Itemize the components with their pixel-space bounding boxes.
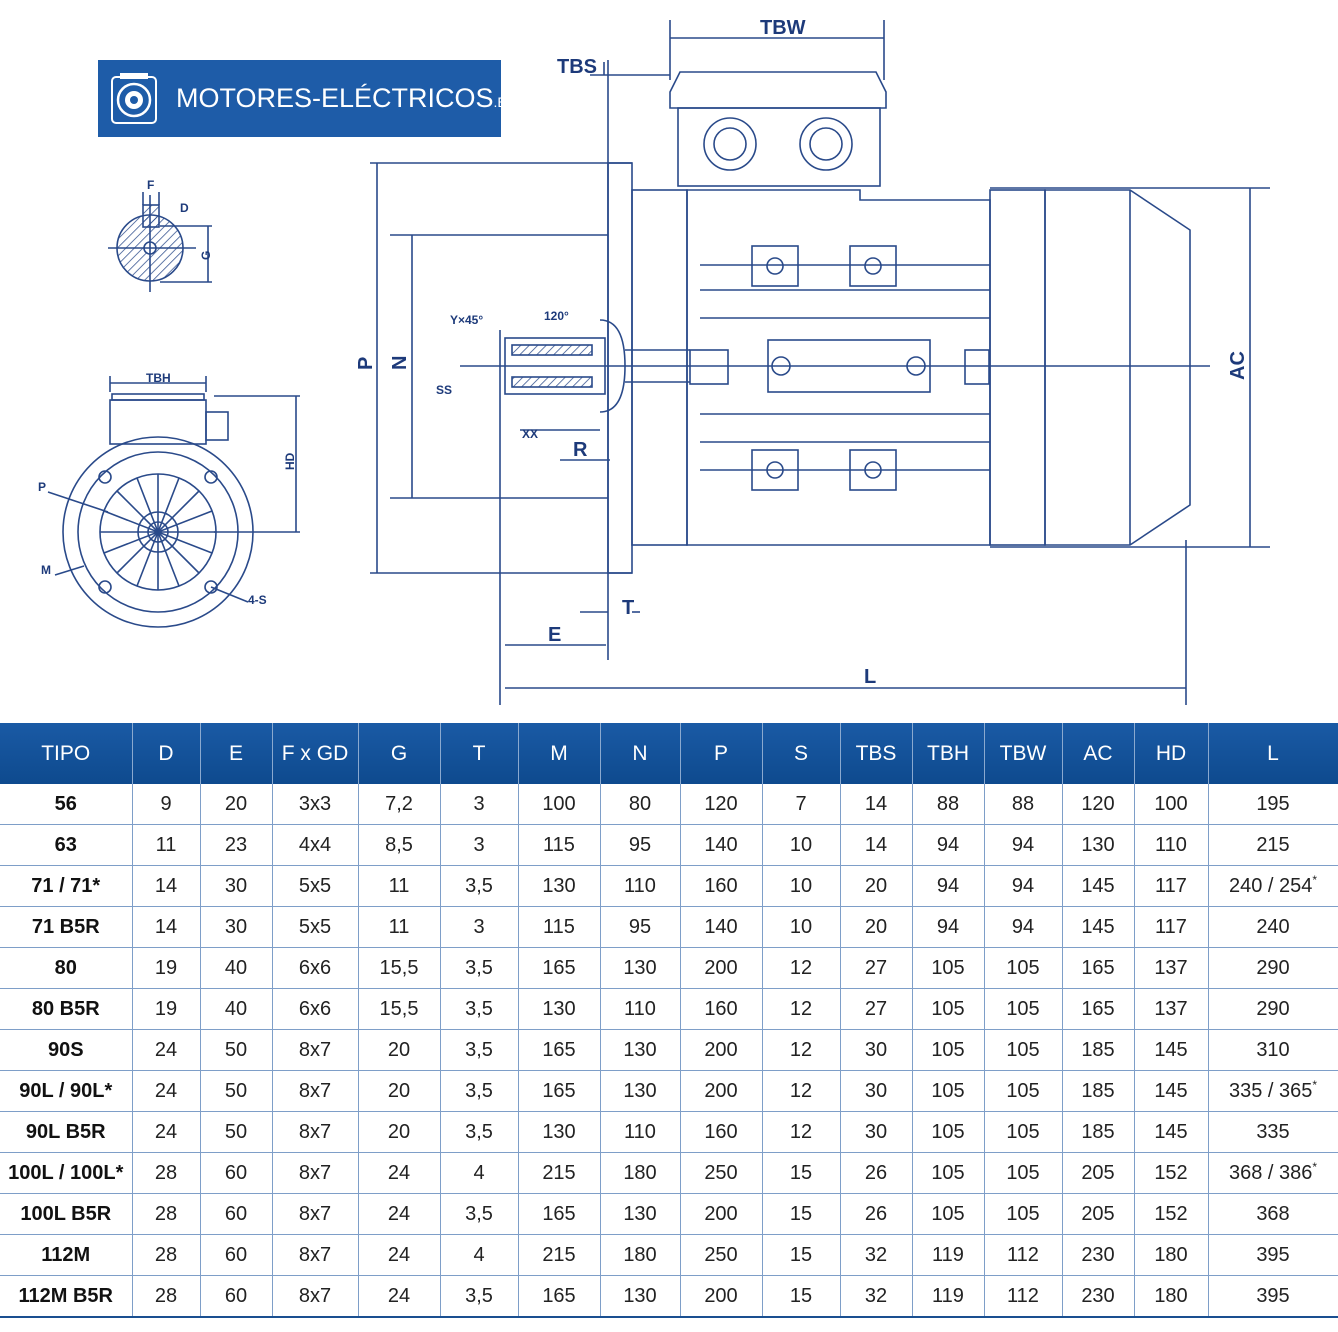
column-header: TIPO [0, 723, 132, 784]
table-cell: 250 [680, 1153, 762, 1194]
table-cell: 3,5 [440, 866, 518, 907]
table-header-row [0, 723, 1338, 784]
label-ss: SS [436, 383, 453, 397]
table-cell: 15 [762, 1235, 840, 1276]
table-cell: 27 [840, 948, 912, 989]
table-row [0, 825, 1338, 866]
table-row [0, 907, 1338, 948]
table-cell: 60 [200, 1276, 272, 1318]
table-cell: 12 [762, 989, 840, 1030]
table-cell: 24 [132, 1030, 200, 1071]
table-row [0, 1071, 1338, 1112]
table-cell: 8x7 [272, 1112, 358, 1153]
table-row [0, 1153, 1338, 1194]
table-cell: 165 [518, 1276, 600, 1318]
table-row [0, 1194, 1338, 1235]
table-cell: 145 [1062, 866, 1134, 907]
table-cell: 94 [984, 825, 1062, 866]
table-cell: 180 [1134, 1276, 1208, 1318]
column-header: L [1208, 723, 1338, 784]
table-cell: 50 [200, 1112, 272, 1153]
label-l: L [864, 666, 877, 688]
table-row [0, 1112, 1338, 1153]
label-p: P [355, 356, 377, 370]
table-cell: 160 [680, 866, 762, 907]
column-header: TBS [840, 723, 912, 784]
table-cell: 50 [200, 1030, 272, 1071]
column-header: S [762, 723, 840, 784]
cell-tipo: 100L / 100L* [0, 1153, 132, 1194]
column-header: AC [1062, 723, 1134, 784]
table-row [0, 948, 1338, 989]
column-header: P [680, 723, 762, 784]
label-g: G [199, 250, 213, 260]
table-cell: 145 [1134, 1112, 1208, 1153]
table-cell: 28 [132, 1235, 200, 1276]
table-cell: 200 [680, 1071, 762, 1112]
table-cell: 94 [984, 866, 1062, 907]
table-cell: 8x7 [272, 1276, 358, 1318]
label-hd: HD [283, 452, 297, 470]
table-cell: 110 [600, 989, 680, 1030]
table-cell: 130 [600, 948, 680, 989]
table-cell: 30 [840, 1071, 912, 1112]
label-tbw: TBW [760, 17, 806, 39]
table-cell: 115 [518, 825, 600, 866]
table-cell: 24 [358, 1276, 440, 1318]
dimensions-table [0, 723, 1338, 1318]
table-cell: 105 [912, 1071, 984, 1112]
table-cell: 3 [440, 825, 518, 866]
brand-logo [98, 60, 517, 137]
table-cell: 20 [358, 1030, 440, 1071]
table-cell: 26 [840, 1194, 912, 1235]
column-header: D [132, 723, 200, 784]
label-xx: XX [522, 427, 539, 441]
table-cell: 117 [1134, 907, 1208, 948]
cell-tipo: 71 B5R [0, 907, 132, 948]
table-cell: 105 [912, 948, 984, 989]
table-cell: 3 [440, 907, 518, 948]
table-cell: 205 [1062, 1194, 1134, 1235]
table-cell: 105 [912, 1153, 984, 1194]
table-cell: 105 [912, 1030, 984, 1071]
table-cell: 105 [984, 948, 1062, 989]
table-cell: 100 [1134, 784, 1208, 825]
table-cell: 105 [984, 1194, 1062, 1235]
table-cell: 8x7 [272, 1153, 358, 1194]
table-cell: 112 [984, 1276, 1062, 1318]
column-header: TBW [984, 723, 1062, 784]
table-cell: 94 [984, 907, 1062, 948]
table-cell: 40 [200, 948, 272, 989]
table-cell: 105 [984, 1030, 1062, 1071]
table-cell: 140 [680, 907, 762, 948]
table-cell: 180 [600, 1153, 680, 1194]
table-cell: 50 [200, 1071, 272, 1112]
table-cell: 100 [518, 784, 600, 825]
column-header: E [200, 723, 272, 784]
table-cell: 15,5 [358, 989, 440, 1030]
table-cell: 105 [912, 1112, 984, 1153]
table-cell: 15 [762, 1276, 840, 1318]
table-cell: 117 [1134, 866, 1208, 907]
label-m: M [41, 563, 51, 577]
table-cell: 3,5 [440, 1276, 518, 1318]
side-view [370, 20, 1270, 705]
table-cell: 310 [1208, 1030, 1338, 1071]
table-cell: 88 [912, 784, 984, 825]
table-cell: 105 [984, 1153, 1062, 1194]
table-cell: 290 [1208, 948, 1338, 989]
table-cell: 120 [1062, 784, 1134, 825]
table-cell: 185 [1062, 1071, 1134, 1112]
table-row [0, 989, 1338, 1030]
table-cell: 8,5 [358, 825, 440, 866]
label-r: R [573, 439, 588, 461]
table-cell: 26 [840, 1153, 912, 1194]
table-cell: 19 [132, 948, 200, 989]
table-cell: 250 [680, 1235, 762, 1276]
motor-logo-icon [104, 69, 164, 129]
table-cell: 6x6 [272, 948, 358, 989]
label-tbs: TBS [557, 56, 597, 78]
table-cell: 24 [358, 1235, 440, 1276]
table-cell: 23 [200, 825, 272, 866]
table-row [0, 1276, 1338, 1318]
table-cell: 30 [200, 866, 272, 907]
table-cell: 15,5 [358, 948, 440, 989]
table-cell: 230 [1062, 1235, 1134, 1276]
table-cell: 28 [132, 1153, 200, 1194]
table-cell: 8x7 [272, 1194, 358, 1235]
table-cell: 180 [1134, 1235, 1208, 1276]
column-header: M [518, 723, 600, 784]
table-cell: 60 [200, 1235, 272, 1276]
table-cell: 110 [600, 1112, 680, 1153]
table-cell: 95 [600, 825, 680, 866]
table-cell: 14 [840, 825, 912, 866]
table-cell: 3,5 [440, 1071, 518, 1112]
label-y45: Y×45° [450, 313, 484, 327]
table-cell: 130 [600, 1030, 680, 1071]
brand-name [176, 83, 516, 114]
cell-tipo: 63 [0, 825, 132, 866]
column-header: TBH [912, 723, 984, 784]
table-cell: 160 [680, 1112, 762, 1153]
table-cell: 12 [762, 1030, 840, 1071]
table-cell: 19 [132, 989, 200, 1030]
table-row [0, 1235, 1338, 1276]
table-cell: 60 [200, 1194, 272, 1235]
table-cell: 27 [840, 989, 912, 1030]
column-header: N [600, 723, 680, 784]
table-cell: 230 [1062, 1276, 1134, 1318]
table-cell: 160 [680, 989, 762, 1030]
table-cell: 215 [518, 1153, 600, 1194]
table-cell: 165 [518, 1194, 600, 1235]
table-cell: 165 [518, 1071, 600, 1112]
cell-tipo: 100L B5R [0, 1194, 132, 1235]
table-cell: 130 [518, 1112, 600, 1153]
table-cell: 20 [840, 907, 912, 948]
table-cell: 11 [358, 866, 440, 907]
table-cell: 28 [132, 1276, 200, 1318]
column-header: F x GD [272, 723, 358, 784]
table-cell: 130 [600, 1276, 680, 1318]
table-cell: 94 [912, 825, 984, 866]
table-row [0, 866, 1338, 907]
table-cell: 105 [984, 1071, 1062, 1112]
brand-name-suffix: .ES [493, 94, 517, 110]
table-cell: 3 [440, 784, 518, 825]
cell-tipo: 90L / 90L* [0, 1071, 132, 1112]
table-cell: 30 [840, 1030, 912, 1071]
table-cell: 95 [600, 907, 680, 948]
table-cell: 395 [1208, 1235, 1338, 1276]
table-cell: 368 / 386* [1208, 1153, 1338, 1194]
table-cell: 105 [912, 989, 984, 1030]
cell-tipo: 90S [0, 1030, 132, 1071]
table-cell: 335 [1208, 1112, 1338, 1153]
table-cell: 10 [762, 825, 840, 866]
table-cell: 130 [600, 1194, 680, 1235]
table-cell: 24 [132, 1071, 200, 1112]
table-cell: 3,5 [440, 1112, 518, 1153]
table-cell: 14 [840, 784, 912, 825]
table-cell: 10 [762, 907, 840, 948]
table-cell: 395 [1208, 1276, 1338, 1318]
table-cell: 119 [912, 1276, 984, 1318]
table-cell: 5x5 [272, 866, 358, 907]
label-4s: 4-S [248, 593, 267, 607]
cell-tipo: 80 [0, 948, 132, 989]
table-cell: 130 [600, 1071, 680, 1112]
table-row [0, 1030, 1338, 1071]
table-cell: 145 [1134, 1071, 1208, 1112]
table-cell: 12 [762, 948, 840, 989]
table-cell: 11 [358, 907, 440, 948]
table-cell: 20 [358, 1112, 440, 1153]
table-cell: 94 [912, 907, 984, 948]
table-cell: 12 [762, 1112, 840, 1153]
table-cell: 240 [1208, 907, 1338, 948]
label-d: D [180, 201, 189, 215]
label-tbh: TBH [146, 371, 171, 385]
table-cell: 130 [1062, 825, 1134, 866]
table-cell: 165 [1062, 989, 1134, 1030]
table-body [0, 784, 1338, 1317]
table-cell: 9 [132, 784, 200, 825]
table-cell: 215 [1208, 825, 1338, 866]
table-cell: 180 [600, 1235, 680, 1276]
table-cell: 15 [762, 1194, 840, 1235]
table-cell: 145 [1134, 1030, 1208, 1071]
table-cell: 4x4 [272, 825, 358, 866]
table-cell: 200 [680, 1030, 762, 1071]
table-cell: 20 [358, 1071, 440, 1112]
table-cell: 4 [440, 1153, 518, 1194]
table-cell: 140 [680, 825, 762, 866]
cell-tipo: 56 [0, 784, 132, 825]
table-cell: 30 [200, 907, 272, 948]
label-p-small: P [38, 480, 47, 494]
table-cell: 32 [840, 1235, 912, 1276]
shaft-key-detail [108, 192, 212, 292]
table-cell: 185 [1062, 1112, 1134, 1153]
table-cell: 6x6 [272, 989, 358, 1030]
cell-tipo: 71 / 71* [0, 866, 132, 907]
front-view [48, 376, 300, 627]
table-cell: 105 [912, 1194, 984, 1235]
table-cell: 3,5 [440, 948, 518, 989]
table-cell: 24 [132, 1112, 200, 1153]
table-cell: 215 [518, 1235, 600, 1276]
table-cell: 152 [1134, 1153, 1208, 1194]
table-row [0, 784, 1338, 825]
table-cell: 14 [132, 907, 200, 948]
cell-tipo: 112M [0, 1235, 132, 1276]
table-cell: 20 [200, 784, 272, 825]
table-cell: 105 [984, 989, 1062, 1030]
cell-tipo: 90L B5R [0, 1112, 132, 1153]
table-cell: 290 [1208, 989, 1338, 1030]
cell-tipo: 80 B5R [0, 989, 132, 1030]
table-cell: 119 [912, 1235, 984, 1276]
table-cell: 165 [518, 948, 600, 989]
table-cell: 335 / 365* [1208, 1071, 1338, 1112]
table-cell: 10 [762, 866, 840, 907]
table-cell: 137 [1134, 989, 1208, 1030]
table-cell: 30 [840, 1112, 912, 1153]
table-cell: 88 [984, 784, 1062, 825]
table-cell: 200 [680, 1194, 762, 1235]
table-cell: 200 [680, 1276, 762, 1318]
label-ac: AC [1227, 351, 1249, 380]
table-cell: 94 [912, 866, 984, 907]
label-f: F [147, 178, 155, 192]
label-120: 120° [544, 309, 569, 323]
cell-tipo: 112M B5R [0, 1276, 132, 1318]
table-cell: 4 [440, 1235, 518, 1276]
table-cell: 195 [1208, 784, 1338, 825]
table-cell: 110 [1134, 825, 1208, 866]
table-cell: 185 [1062, 1030, 1134, 1071]
table-cell: 3x3 [272, 784, 358, 825]
table-cell: 11 [132, 825, 200, 866]
column-header: HD [1134, 723, 1208, 784]
label-t: T [622, 597, 635, 619]
table-cell: 7,2 [358, 784, 440, 825]
table-cell: 15 [762, 1153, 840, 1194]
table-cell: 120 [680, 784, 762, 825]
table-cell: 152 [1134, 1194, 1208, 1235]
table-cell: 5x5 [272, 907, 358, 948]
table-cell: 115 [518, 907, 600, 948]
table-cell: 105 [984, 1112, 1062, 1153]
table-cell: 28 [132, 1194, 200, 1235]
table-cell: 14 [132, 866, 200, 907]
table-cell: 112 [984, 1235, 1062, 1276]
table-cell: 8x7 [272, 1071, 358, 1112]
table-cell: 32 [840, 1276, 912, 1318]
table-cell: 40 [200, 989, 272, 1030]
brand-name-main: MOTORES-ELÉCTRICOS [176, 83, 494, 113]
table-cell: 130 [518, 866, 600, 907]
table-cell: 3,5 [440, 989, 518, 1030]
table-cell: 205 [1062, 1153, 1134, 1194]
table-cell: 110 [600, 866, 680, 907]
table-cell: 368 [1208, 1194, 1338, 1235]
table-cell: 165 [1062, 948, 1134, 989]
table-cell: 8x7 [272, 1030, 358, 1071]
table-cell: 130 [518, 989, 600, 1030]
table-cell: 165 [518, 1030, 600, 1071]
table-cell: 24 [358, 1194, 440, 1235]
table-cell: 80 [600, 784, 680, 825]
table-cell: 12 [762, 1071, 840, 1112]
table-cell: 20 [840, 866, 912, 907]
table-cell: 7 [762, 784, 840, 825]
table-cell: 145 [1062, 907, 1134, 948]
table-cell: 3,5 [440, 1030, 518, 1071]
label-n: N [389, 355, 411, 370]
table-cell: 200 [680, 948, 762, 989]
column-header: G [358, 723, 440, 784]
table-cell: 24 [358, 1153, 440, 1194]
column-header: T [440, 723, 518, 784]
table-cell: 60 [200, 1153, 272, 1194]
label-e: E [548, 624, 562, 646]
table-cell: 240 / 254* [1208, 866, 1338, 907]
table-cell: 137 [1134, 948, 1208, 989]
table-cell: 8x7 [272, 1235, 358, 1276]
table-cell: 3,5 [440, 1194, 518, 1235]
